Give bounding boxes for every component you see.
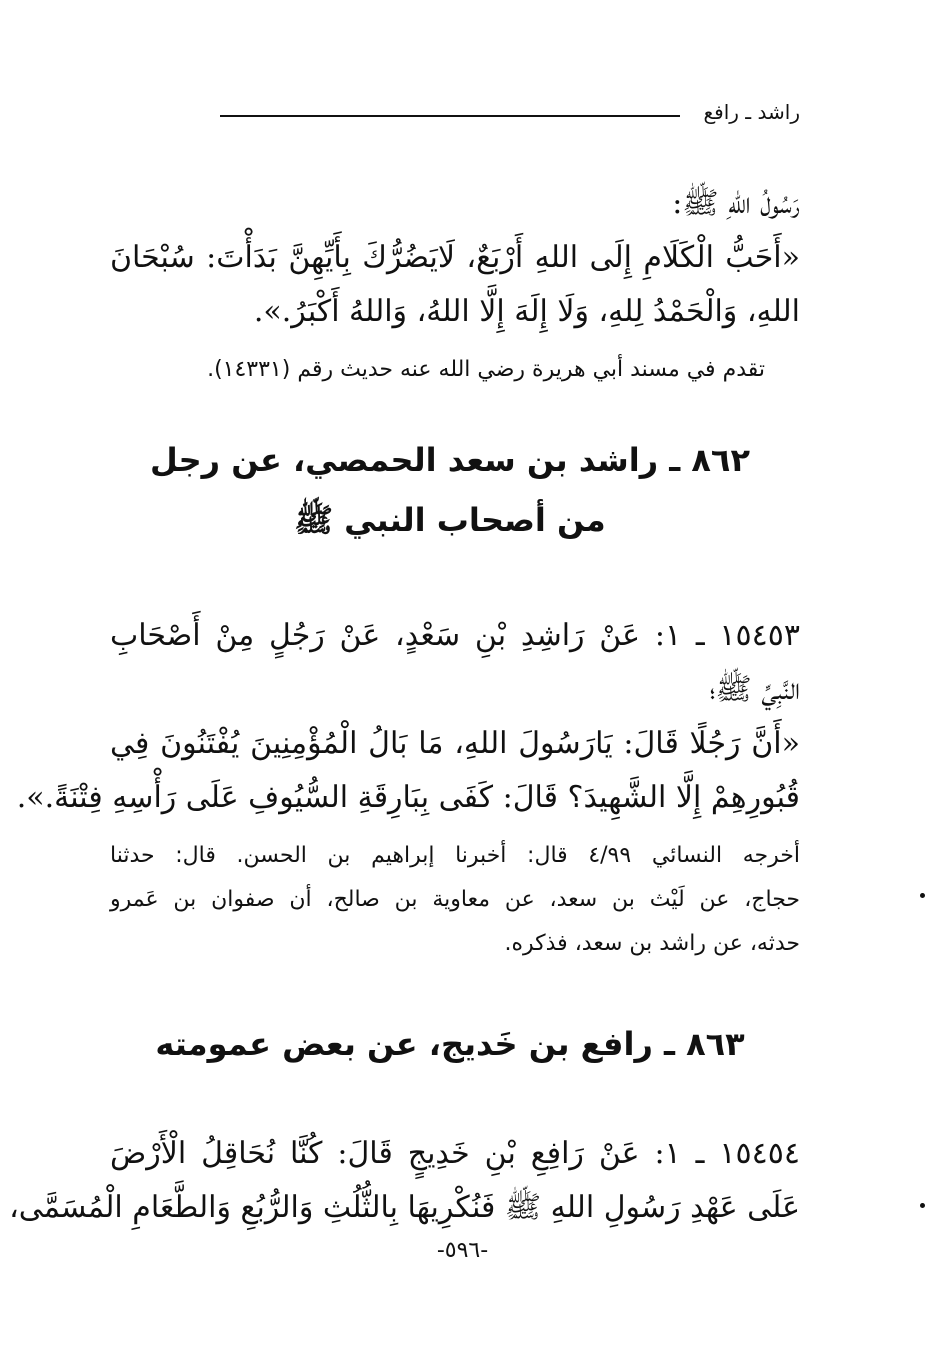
section-heading: ٨٦٢ ـ راشد بن سعد الحمصي، عن رجل (150, 441, 750, 479)
header-rule (220, 115, 680, 117)
footnote-line: حجاج، عن لَيْث بن سعد، عن معاوية بن صالح، أن صفوان بن عَمرو (110, 887, 800, 912)
text-line: «أَنَّ رَجُلًا قَالَ: يَارَسُولَ اللهِ، مَا بَالُ الْمُؤْمِنِينَ يُفْتَنُونَ فِي (110, 726, 800, 761)
section-heading: من أصحاب النبي ﷺ (294, 501, 606, 539)
hadith-number-line: ١٥٤٥٤ ـ ١: عَنْ رَافِعِ بْنِ خَدِيجٍ قَالَ: كُنَّا نُحَاقِلُ الْأَرْضَ (110, 1136, 800, 1171)
section-heading: ٨٦٣ ـ رافع بن خَديج، عن بعض عمومته (155, 1025, 745, 1063)
footnote-line: حدثه، عن راشد بن سعد، فذكره. (504, 931, 800, 956)
text-line: عَلَى عَهْدِ رَسُولِ اللهِ ﷺ فَنُكْرِيهَا بِالثُّلُثِ وَالرُّبُعِ وَالطَّعَامِ الْمُسَمَّى، (9, 1190, 800, 1225)
page-number: -٥٩٦- (436, 1238, 489, 1263)
text-line: قُبُورِهِمْ إِلَّا الشَّهِيدَ؟ قَالَ: كَفَى بِبَارِقَةِ السُّيُوفِ عَلَى رَأْسِهِ فِتْنَةً.». (16, 780, 800, 815)
text-line: النَّبِيِّ ﷺ؛ (709, 672, 800, 707)
text-line: رَسُولُ اللهِ ﷺ: (672, 186, 800, 221)
margin-mark (920, 893, 925, 898)
footnote-line: أخرجه النسائي ٤/٩٩ قال: أخبرنا إبراهيم بن الحسن. قال: حدثنا (110, 843, 800, 868)
margin-mark (920, 1203, 925, 1208)
running-head: راشد ـ رافع (703, 100, 800, 124)
hadith-number-line: ١٥٤٥٣ ـ ١: عَنْ رَاشِدِ بْنِ سَعْدٍ، عَنْ رَجُلٍ مِنْ أَصْحَابِ (110, 618, 800, 653)
page-header (105, 96, 800, 136)
text-line: اللهِ، وَالْحَمْدُ لِلهِ، وَلَا إِلَهَ إِلَّا اللهُ، وَاللهُ أَكْبَرُ.». (253, 294, 800, 329)
text-line: «أَحَبُّ الْكَلَامِ إِلَى اللهِ أَرْبَعٌ، لَايَضُرُّكَ بِأَيِّهِنَّ بَدَأْتَ: سُبْحَانَ (110, 240, 800, 275)
footnote-line: تقدم في مسند أبي هريرة رضي الله عنه حديث رقم (١٤٣٣١). (207, 357, 765, 382)
